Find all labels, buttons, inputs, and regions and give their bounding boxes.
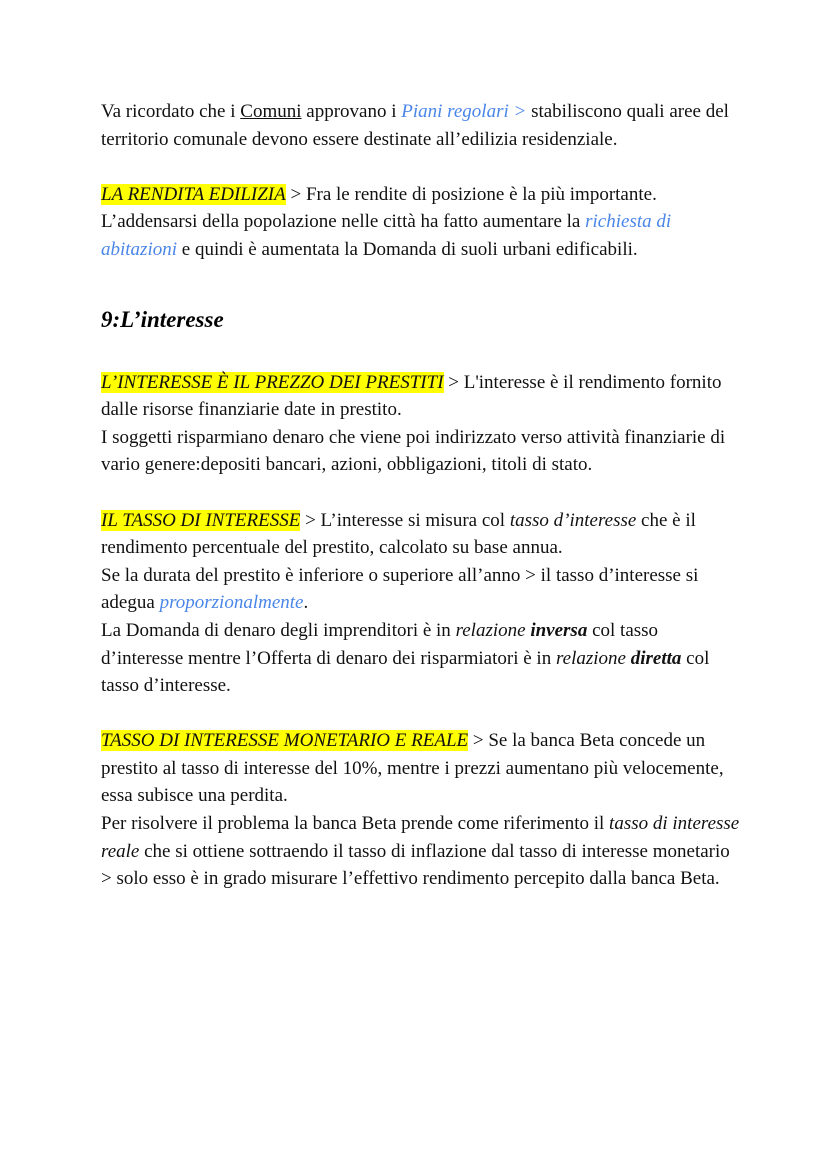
tasso-reale-term: tasso di interesse reale xyxy=(101,813,740,862)
diretta-term: diretta xyxy=(630,647,682,669)
highlight-label-tasso-monetario-reale: TASSO DI INTERESSE MONETARIO E REALE xyxy=(101,730,469,752)
section-heading: 9:L’interesse xyxy=(101,306,224,332)
piani-regolari-term: Piani regolari > xyxy=(401,101,527,122)
text: Per risolvere il problema la banca Beta prende come riferimento il xyxy=(101,813,610,835)
proporzionalmente-term: proporzionalmente xyxy=(159,592,304,614)
text: Va ricordato che i xyxy=(101,101,241,122)
text: L’addensarsi della popolazione nelle città ha fatto aumentare la xyxy=(101,211,586,233)
paragraph-tasso-interesse xyxy=(101,507,741,700)
text: La Domanda di denaro degli imprenditori è in xyxy=(101,619,456,641)
tasso-interesse-term: tasso d’interesse xyxy=(509,509,637,531)
highlight-label-rendita-edilizia: LA RENDITA EDILIZIA xyxy=(101,183,286,205)
text: col tasso d’interesse mentre l’Offerta di denaro dei risparmiatori è in xyxy=(101,619,659,669)
text: I soggetti risparmiano denaro che viene poi indirizzato verso attività finanziarie di vario genere:depositi bancari, azioni, obbligazioni, titoli di stato. xyxy=(101,426,726,476)
text: approvano i xyxy=(301,101,402,122)
comuni-term: Comuni xyxy=(240,101,302,122)
document-page xyxy=(101,98,741,893)
richiesta-abitazioni-term: richiesta di abitazioni xyxy=(101,211,672,260)
text: che è il rendimento percentuale del prestito, calcolato su base annua. xyxy=(101,509,696,559)
paragraph-rendita-edilizia xyxy=(101,181,741,264)
text: > L'interesse è il rendimento fornito dalle risorse finanziarie date in prestito. xyxy=(101,371,722,421)
highlight-label-interesse-prezzo: L’INTERESSE È IL PREZZO DEI PRESTITI xyxy=(101,371,444,393)
relazione-term: relazione xyxy=(455,619,531,641)
paragraph-tasso-monetario-reale xyxy=(101,727,741,893)
text: col tasso d’interesse. xyxy=(101,647,710,697)
highlight-label-tasso-interesse: IL TASSO DI INTERESSE xyxy=(101,509,301,531)
text: Se la durata del prestito è inferiore o superiore all’anno > il tasso d’interesse si adegua xyxy=(101,564,699,614)
text: . xyxy=(303,592,309,614)
text: stabiliscono quali aree del territorio comunale devono essere destinate all’edilizia residenziale. xyxy=(101,101,729,150)
relazione-term: relazione xyxy=(555,647,631,669)
paragraph-piani-regolari xyxy=(101,98,741,153)
text: > Fra le rendite di posizione è la più importante. xyxy=(285,183,657,205)
inversa-term: inversa xyxy=(530,619,588,641)
paragraph-interesse-prezzo xyxy=(101,369,741,479)
text: che si ottiene sottraendo il tasso di inflazione dal tasso di interesse monetario > solo esso è in grado misurare l’effettivo rendimento percepito dalla banca Beta. xyxy=(101,840,730,890)
text: e quindi è aumentata la Domanda di suoli urbani edificabili. xyxy=(177,238,638,260)
text: > Se la banca Beta concede un prestito al tasso di interesse del 10%, mentre i prezzi aumentano più velocemente, essa subisce una perdita. xyxy=(101,730,724,807)
text: > L’interesse si misura col xyxy=(300,509,510,531)
